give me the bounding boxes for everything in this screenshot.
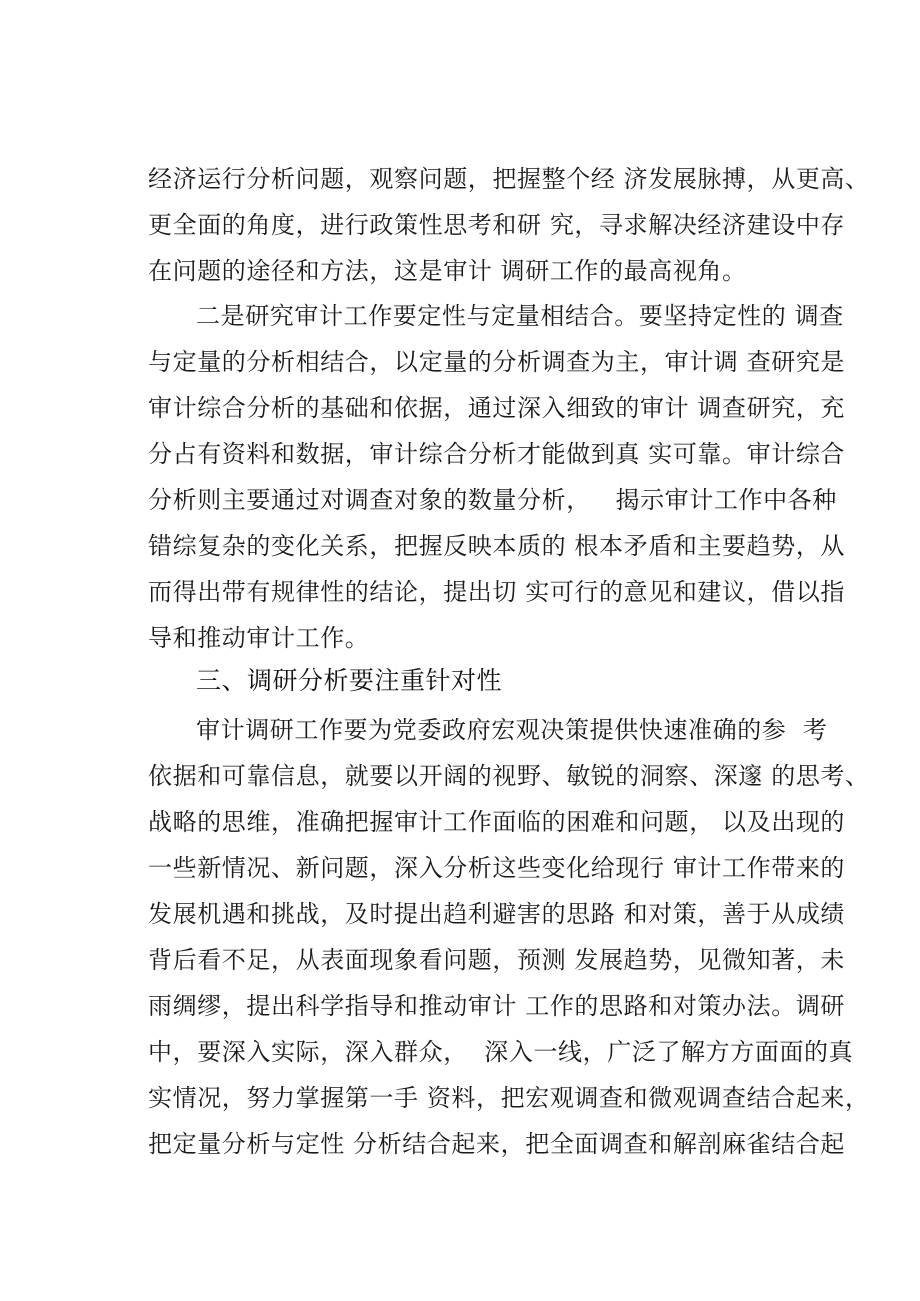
paragraph-2-line-1: 二是研究审计工作要定性与定量相结合。要坚持定性的 调查 [196, 302, 844, 330]
paragraph-3-line-7: 雨绸缪，提出科学指导和推动审计 工作的思路和对策办法。调研 [148, 992, 846, 1020]
paragraph-3-line-8: 中，要深入实际，深入群众， 深入一线，广泛了解方方面面的真 [148, 1038, 854, 1066]
paragraph-3-line-3: 战略的思维，准确把握审计工作面临的困难和问题， 以及出现的 [148, 808, 846, 836]
paragraph-2-line-6: 错综复杂的变化关系，把握反映本质的 根本矛盾和主要趋势，从 [148, 532, 846, 560]
paragraph-3-line-1: 审计调研工作要为党委政府宏观决策提供快速准确的参 考 [196, 716, 828, 744]
paragraph-3-line-5: 发展机遇和挑战，及时提出趋利避害的思路 和对策，善于从成绩 [148, 900, 846, 928]
section-heading: 三、调研分析要注重针对性 [196, 666, 503, 695]
paragraph-3-line-2: 依据和可靠信息，就要以开阔的视野、敏锐的洞察、深邃 的思考、 [148, 762, 870, 790]
paragraph-1-line-2: 更全面的角度，进行政策性思考和研 究，寻求解决经济建设中存 [148, 211, 846, 239]
paragraph-3-line-4: 一些新情况、新问题，深入分析这些变化给现行 审计工作带来的 [148, 854, 846, 882]
paragraph-1-line-3: 在问题的途径和方法，这是审计 调研工作的最高视角。 [148, 257, 747, 285]
paragraph-2-line-8: 导和推动审计工作。 [148, 624, 370, 652]
paragraph-2-line-5: 分析则主要通过对调查对象的数量分析， 揭示审计工作中各种 [148, 486, 837, 514]
paragraph-3-line-10: 把定量分析与定性 分析结合起来，把全面调查和解剖麻雀结合起 [148, 1130, 846, 1158]
paragraph-2-line-2: 与定量的分析相结合，以定量的分析调查为主，审计调 查研究是 [148, 348, 846, 376]
paragraph-1-line-1: 经济运行分析问题，观察问题，把握整个经 济发展脉搏，从更高、 [148, 165, 870, 193]
paragraph-2-line-3: 审计综合分析的基础和依据，通过深入细致的审计 调查研究，充 [148, 394, 846, 422]
paragraph-2-line-7: 而得出带有规律性的结论，提出切 实可行的意见和建议，借以指 [148, 578, 846, 606]
paragraph-3-line-9: 实情况，努力掌握第一手 资料，把宏观调查和微观调查结合起来， [148, 1084, 870, 1112]
paragraph-2-line-4: 分占有资料和数据，审计综合分析才能做到真 实可靠。审计综合 [148, 440, 846, 468]
paragraph-3-line-6: 背后看不足，从表面现象看问题，预测 发展趋势，见微知著，未 [148, 946, 846, 974]
